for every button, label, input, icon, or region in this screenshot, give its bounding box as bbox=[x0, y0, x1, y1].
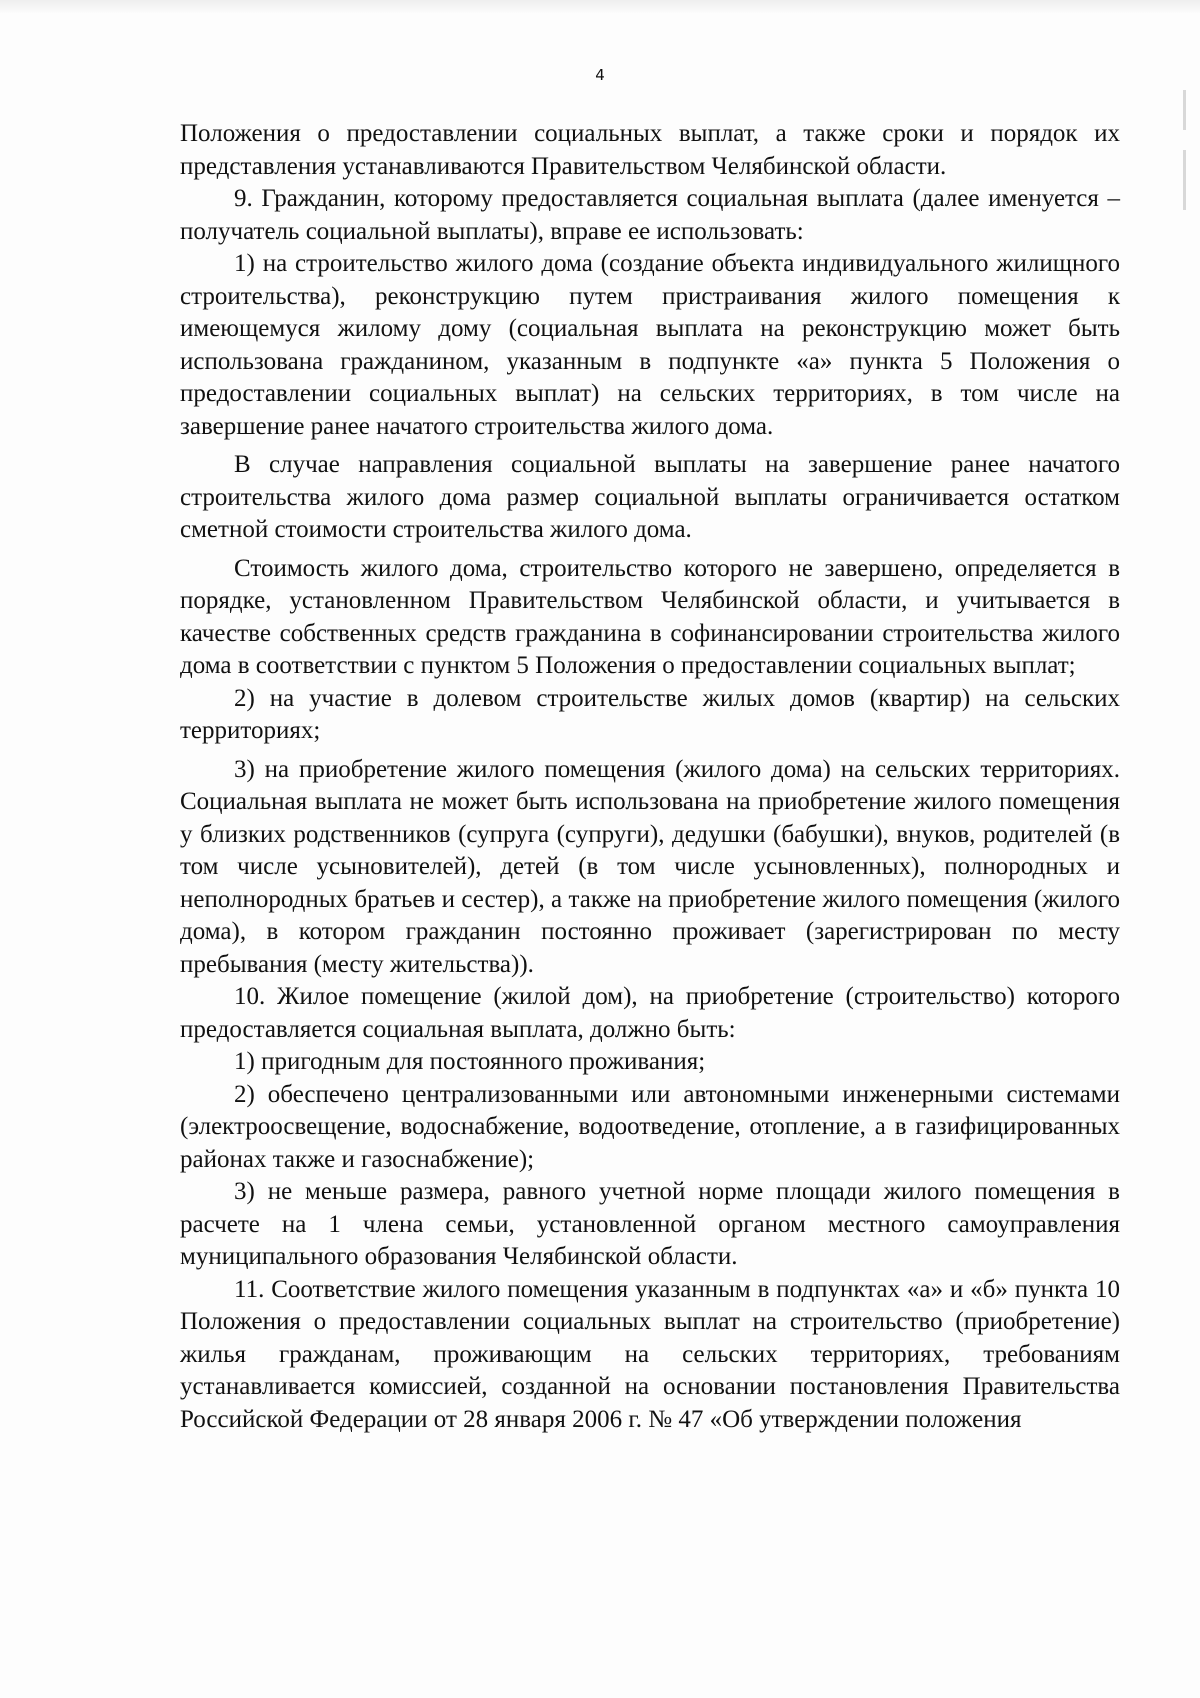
paragraph: Стоимость жилого дома, строительство которого не завершено, определяется в порядке, установленном Правительством Челябинской области, и учитывается в качестве собственных средств гражданина в софинансировании строительства жилого дома в соответствии с пунктом 5 Положения о предоставлении социальных выплат; bbox=[180, 554, 1120, 679]
paragraph: 2) обеспечено централизованными или автономными инженерными системами (электроосвещение, водоснабжение, водоотведение, отопление, а в газифицированных районах также и газоснабжение); bbox=[180, 1080, 1120, 1173]
scan-top-edge bbox=[0, 0, 1200, 14]
document-body bbox=[180, 118, 1120, 1436]
paragraph: Положения о предоставлении социальных выплат, а также сроки и порядок их представления устанавливаются Правительством Челябинской области. bbox=[180, 120, 1120, 180]
scan-artifact bbox=[1183, 150, 1186, 210]
page-number: 4 bbox=[595, 66, 605, 84]
paragraph: 10. Жилое помещение (жилой дом), на приобретение (строительство) которого предоставляется социальная выплата, должно быть: bbox=[180, 983, 1120, 1043]
paragraph: 3) не меньше размера, равного учетной норме площади жилого помещения в расчете на 1 члена семьи, установленной органом местного самоуправления муниципального образования Челябинской области. bbox=[180, 1178, 1120, 1270]
paragraph: 3) на приобретение жилого помещения (жилого дома) на сельских территориях. Социальная выплата не может быть использована на приобретение жилого помещения у близких родственников (супруга (супруги), дедушки (бабушки), внуков, родителей (в том числе усыновителей), детей (в том числе усыновленных), полнородных и неполнородных братьев и сестер), а также на приобретение жилого помещения (жилого дома), в котором гражданин постоянно проживает (зарегистрирован по месту пребывания (месту жительства)). bbox=[180, 755, 1120, 978]
paragraph: В случае направления социальной выплаты на завершение ранее начатого строительства жилого дома размер социальной выплаты ограничивается остатком сметной стоимости строительства жилого дома. bbox=[180, 451, 1120, 543]
paragraph: 2) на участие в долевом строительстве жилых домов (квартир) на сельских территориях; bbox=[180, 684, 1120, 744]
paragraph: 11. Соответствие жилого помещения указанным в подпунктах «а» и «б» пункта 10 Положения о предоставлении социальных выплат на строительство (приобретение) жилья гражданам, проживающим на сельских территориях, требованиям устанавливается комиссией, созданной на основании постановления Правительства Российской Федерации от 28 января 2006 г. № 47 «Об утверждении положения bbox=[180, 1275, 1120, 1433]
paragraph: 1) пригодным для постоянного проживания; bbox=[234, 1048, 706, 1075]
paragraph: 1) на строительство жилого дома (создание объекта индивидуального жилищного строительства), реконструкцию путем пристраивания жилого помещения к имеющемуся жилому дому (социальная выплата на реконструкцию может быть использована гражданином, указанным в подпункте «а» пункта 5 Положения о предоставлении социальных выплат) на сельских территориях, в том числе на завершение ранее начатого строительства жилого дома. bbox=[180, 250, 1120, 440]
scan-artifact bbox=[1183, 90, 1186, 130]
paragraph: 9. Гражданин, которому предоставляется социальная выплата (далее именуется – получатель социальной выплаты), вправе ее использовать: bbox=[180, 185, 1120, 245]
